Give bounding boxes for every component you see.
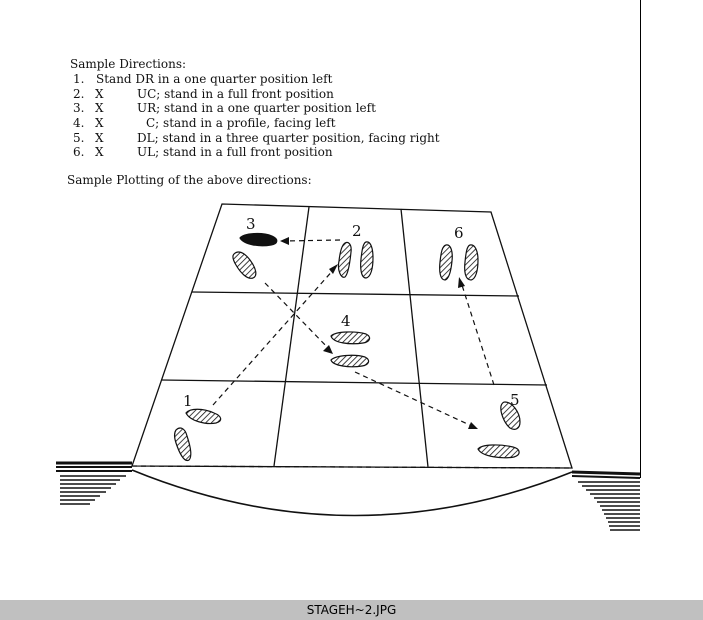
arrowhead-at-3 (280, 237, 289, 245)
apron-curve (132, 470, 572, 516)
path-4-to-5 (355, 372, 474, 427)
steps-right (578, 482, 640, 530)
footprint (338, 242, 351, 277)
footprint (440, 245, 453, 280)
footprint (478, 445, 519, 458)
direction-2-number: 2. (73, 87, 85, 101)
footprints-position-1 (175, 409, 221, 460)
direction-3-number: 3. (73, 101, 85, 115)
arrowhead-at-4 (323, 345, 333, 354)
footprints-position-3 (233, 234, 277, 279)
stage-row-line-upper (192, 292, 519, 296)
direction-2-marker: X (95, 87, 104, 101)
direction-5-text: DL; stand in a three quarter position, facing right (137, 131, 440, 145)
direction-4-marker: X (95, 116, 104, 130)
footprint (240, 234, 277, 246)
position-label-3: 3 (246, 215, 256, 233)
direction-1-number: 1. (73, 72, 85, 86)
direction-5-marker: X (95, 131, 104, 145)
direction-3-marker: X (95, 101, 104, 115)
position-label-6: 6 (454, 224, 464, 242)
footprint (175, 428, 191, 461)
position-label-2: 2 (352, 222, 362, 240)
direction-6-text: UL; stand in a full front position (137, 145, 333, 159)
direction-6-number: 6. (73, 145, 85, 159)
footprint (233, 252, 256, 278)
stage-column-line-left (274, 207, 309, 466)
stage-row-line-lower (161, 380, 547, 385)
arrowhead-at-5 (468, 422, 478, 429)
footprints-position-4 (331, 332, 370, 367)
direction-2-text: UC; stand in a full front position (137, 87, 334, 101)
plot-heading: Sample Plotting of the above directions: (67, 173, 312, 187)
footprint (331, 355, 369, 366)
path-2-to-3 (284, 240, 340, 241)
path-5-to-6 (461, 282, 494, 385)
stage-column-line-right (401, 209, 428, 467)
arrowhead-at-2 (329, 264, 338, 274)
footprint (331, 332, 370, 344)
filename-label: STAGEH~2.JPG (306, 603, 397, 617)
status-bar (0, 600, 703, 620)
position-label-4: 4 (341, 312, 351, 330)
steps-left (60, 476, 126, 504)
apron (56, 463, 640, 516)
direction-3-text: UR; stand in a one quarter position left (137, 101, 376, 115)
footprints-position-6 (440, 245, 478, 280)
position-label-1: 1 (183, 392, 193, 410)
direction-4-text: C; stand in a profile, facing left (146, 116, 336, 130)
footprint (186, 409, 221, 423)
footprints-position-5 (478, 402, 520, 458)
directions-heading: Sample Directions: (70, 57, 187, 71)
arrowhead-at-6 (458, 277, 465, 288)
footprint (361, 242, 373, 278)
direction-6-marker: X (95, 145, 104, 159)
position-label-5: 5 (510, 391, 520, 409)
direction-4-number: 4. (73, 116, 85, 130)
footprint (465, 245, 478, 280)
footprints-position-2 (338, 242, 373, 278)
direction-1-text: Stand DR in a one quarter position left (96, 72, 333, 86)
direction-5-number: 5. (73, 131, 85, 145)
